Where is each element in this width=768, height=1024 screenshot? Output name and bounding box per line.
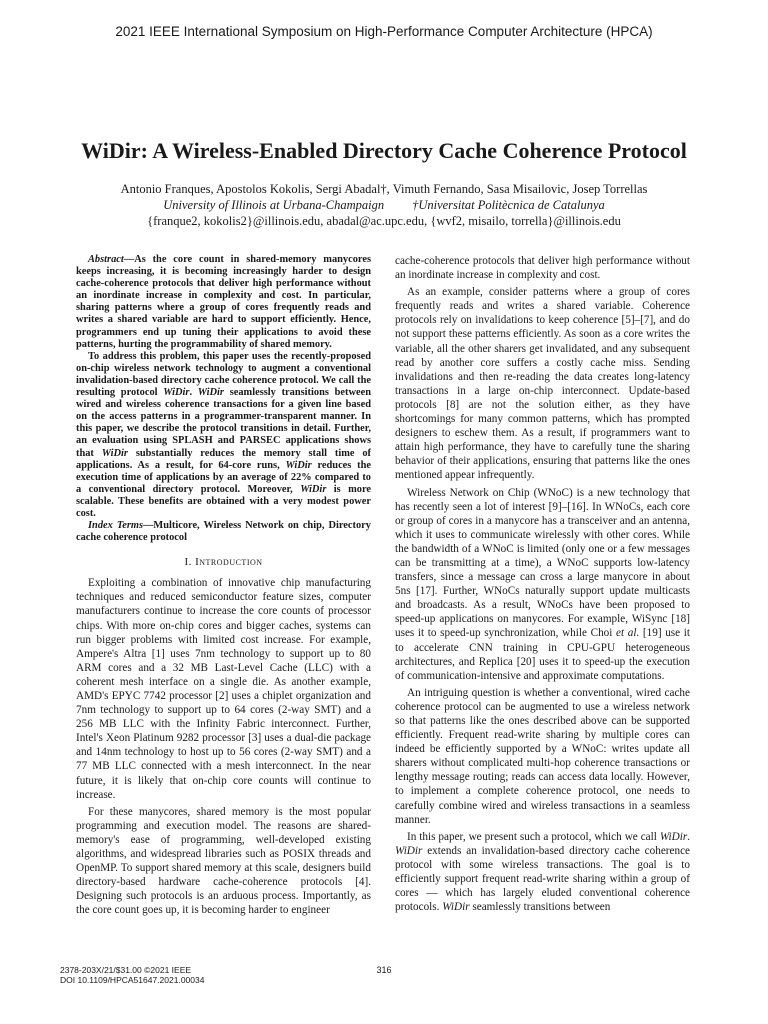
conference-header: 2021 IEEE International Symposium on High-Performance Computer Architecture (HPCA) [115, 24, 653, 39]
intro-left-body [76, 576, 371, 917]
abstract [76, 254, 371, 544]
body-paragraph: Wireless Network on Chip (WNoC) is a new technology that has recently seen a lot of interest [9]–[16]. In WNoCs, each core or group of cores in a manycore has a transceiver and an antenna, which it uses to communicate wirelessly with other cores. While the bandwidth of a WNoC is limited (only one or a few messages can be transmitting at a time), a WNoC supports low-latency transfers, since a message can cross a large manycore in about 5ns [17]. Further, WNoCs naturally support update multicasts and broadcasts. As a result, WNoCs have been proposed to speed-up applications on manycores. For example, WiSync [18] uses it to speed-up synchronization, while Choi et al. [19] use it to accelerate CNN training in CPU-GPU heterogeneous architectures, and Replica [20] uses it to speed-up the execution of communication-intensive and approximate computations. [395, 486, 690, 682]
affiliations [0, 198, 768, 213]
body-paragraph: As an example, consider patterns where a group of cores frequently reads and writes a shared variable. Coherence protocols rely on invalidations to keep coherence [5]–[7], and do not support these patterns efficiently. As soon as a core writes the variable, all the other sharers get invalidated, and any subsequent read by another core suffers a costly cache miss. Sending invalidations and then re-reading the data creates long-latency transactions in a large on-chip interconnect. Update-based protocols [8] are not the solution either, as they have shortcomings for many common patterns, which has prompted designers to eschew them. As a result, if programmers want to attain high performance, they have to carefully tune the sharing behavior of their applications, ensuring that patterns like the ones mentioned appear infrequently. [395, 286, 690, 482]
body-paragraph: An intriguing question is whether a conventional, wired cache coherence protocol can be augmented to use a wireless network so that patterns like the ones described above can be supported efficiently. Frequent read-write sharing by multiple cores can indeed be efficiently supported by a WNoC: writes update all sharers without complicated multi-hop coherence transactions or lengthy message routing; reads can access data locally. However, to implement a complete coherence protocol, one needs to carefully combine wired and wireless transactions in a seamless manner. [395, 686, 690, 826]
affiliation-secondary: †Universitat Politècnica de Catalunya [412, 198, 605, 212]
abstract-lead: Abstract [88, 254, 124, 265]
author-emails: {franque2, kokolis2}@illinois.edu, abadal@ac.upc.edu, {wvf2, misailo, torrella}@illinois.edu [147, 214, 621, 228]
section-heading-introduction: I. Introduction [184, 556, 263, 569]
affiliation-primary: University of Illinois at Urbana-Champaign [163, 198, 385, 212]
left-column [76, 254, 371, 921]
index-terms-lead: Index Terms [88, 520, 143, 532]
body-paragraph: For these manycores, shared memory is the most popular programming and execution model. The reasons are shared-memory's ease of programming, well-developed existing algorithms, and widespread libraries such as POSIX threads and OpenMP. To support shared memory at this scale, designers build directory-based hardware cache-coherence protocols [4]. Designing such protocols is an arduous process. Importantly, as the core count goes up, it is becoming harder to engineer [76, 805, 371, 917]
right-column [395, 254, 690, 917]
abstract-paragraph-2: To address this problem, this paper uses the recently-proposed on-chip wireless network technology to augment a conventional invalidation-based directory cache coherence protocol. We call the resulting protocol WiDir. WiDir seamlessly transitions between wired and wireless coherence transactions for a given line based on the access patterns in a programmer-transparent manner. In this paper, we describe the protocol transitions in detail. Further, an evaluation using SPLASH and PARSEC applications shows that WiDir substantially reduces the memory stall time of applications. As a result, for 64-core runs, WiDir reduces the execution time of applications by an average of 22% compared to a conventional directory protocol. Moreover, WiDir is more scalable. These benefits are obtained with a very modest power cost. [76, 350, 372, 519]
page-number: 316 [376, 965, 392, 975]
body-paragraph: In this paper, we present such a protocol, which we call WiDir. WiDir extends an invalidation-based directory cache coherence protocol with some wireless transactions. The goal is to efficiently support frequent read-write sharing within a group of cores — which has largely eluded conventional coherence protocols. WiDir seamlessly transitions between [395, 830, 690, 914]
issn-price-line: 2378-203X/21/$31.00 ©2021 IEEE [60, 965, 192, 975]
doi-line: DOI 10.1109/HPCA51647.2021.00034 [60, 975, 205, 985]
abstract-paragraph-1: Abstract—As the core count in shared-memory manycores keeps increasing, it is becoming increasingly harder to design cache-coherence protocols that deliver high performance without an inordinate increase in complexity and cost. In particular, sharing patterns where a group of cores frequently reads and writes a shared variable are hard to support efficiently. Hence, programmers end up tuning their applications to avoid these patterns, hurting the programmability of shared memory. [76, 254, 371, 350]
body-paragraph: cache-coherence protocols that deliver high performance without an inordinate increase in complexity and cost. [395, 255, 690, 282]
paper-title: WiDir: A Wireless-Enabled Directory Cache Coherence Protocol [81, 138, 687, 163]
index-terms: Index Terms—Multicore, Wireless Network on chip, Directory cache coherence protocol [76, 520, 371, 544]
body-paragraph: Exploiting a combination of innovative chip manufacturing techniques and reduced semiconductor feature sizes, computer manufacturers continue to increase the core counts of processor chips. With more on-chip cores and bigger caches, systems can run bigger problems with limited cost increase. For example, Ampere's Altra [1] uses 7nm technology to support up to 80 ARM cores and a 32 MB Last-Level Cache (LLC) with a coherent mesh interface on a single die. As another example, AMD's EPYC 7742 processor [2] uses a chiplet organization and 7nm technology to support up to 64 cores (2-way SMT) and a 256 MB LLC with the Infinity Fabric interconnect. Further, Intel's Xeon Platinum 9282 processor [3] uses a dual-die package and 14nm technology to host up to 56 cores (2-way SMT) and a 77 MB LLC connected with a mesh interconnect. In the near future, it is likely that on-chip core counts will continue to increase. [76, 577, 371, 801]
author-list: Antonio Franques, Apostolos Kokolis, Sergi Abadal†, Vimuth Fernando, Sasa Misailovic, Josep Torrellas [120, 182, 648, 196]
